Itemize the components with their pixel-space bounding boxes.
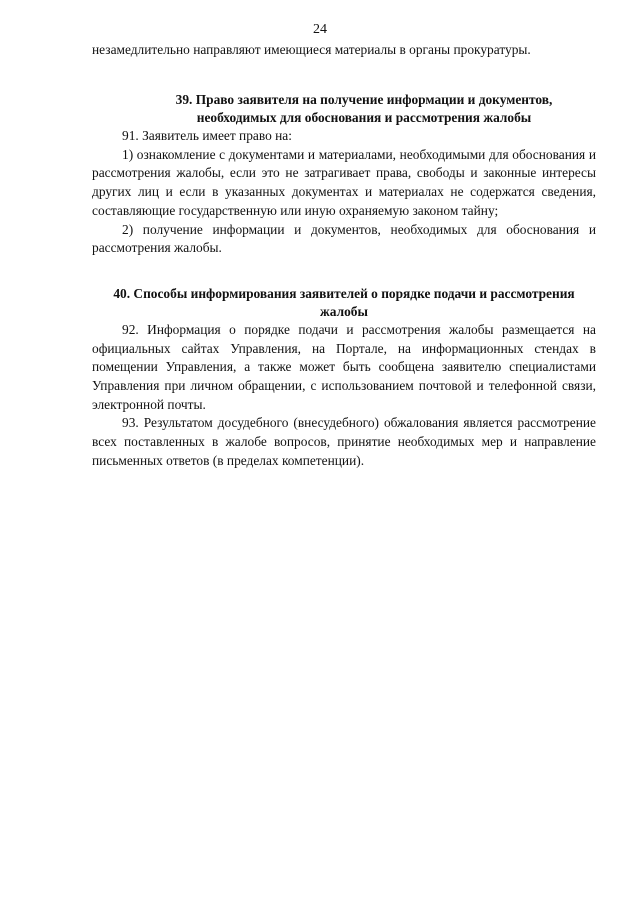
paragraph-92: 92. Информация о порядке подачи и рассмотрения жалобы размещается на официальных сайтах Управления, на Портале, на информационных стендах в помещении Управления, а также может быть сообщена заявителю специалистами Управления при личном обращении, с использованием почтовой и телефонной связи, электронной почты. — [92, 321, 596, 412]
section-40-heading-line2: жалобы — [320, 303, 368, 319]
paragraph-93: 93. Результатом досудебного (внесудебного) обжалования является рассмотрение всех поставленных в жалобе вопросов, принятие необходимых мер и направление письменных ответов (в пределах компетенции). — [92, 415, 596, 468]
document-body — [92, 40, 596, 471]
section-40-heading — [92, 285, 596, 321]
section-39-heading-line2: необходимых для обоснования и рассмотрения жалобы — [196, 110, 532, 125]
page-number: 24 — [313, 22, 327, 37]
paragraph-91-item-2: 2) получение информации и документов, необходимых для обоснования и рассмотрения жалобы. — [92, 221, 596, 256]
section-39-heading-line1: 39. Право заявителя на получение информации и документов, — [175, 92, 553, 107]
continuation-text: незамедлительно направляют имеющиеся материалы в органы прокуратуры. — [92, 42, 531, 57]
paragraph-91-item-1: 1) ознакомление с документами и материалами, необходимыми для обоснования и рассмотрения жалобы, если это не затрагивает права, свободы и законные интересы других лиц и если в указанных документах и материалах не содержатся сведения, составляющие государственную или иную охраняемую законом тайну; — [92, 146, 596, 218]
section-39-heading — [92, 91, 596, 127]
section-40-heading-line1: 40. Способы информирования заявителей о порядке подачи и рассмотрения — [113, 285, 575, 301]
paragraph-91: 91. Заявитель имеет право на: — [122, 128, 292, 143]
